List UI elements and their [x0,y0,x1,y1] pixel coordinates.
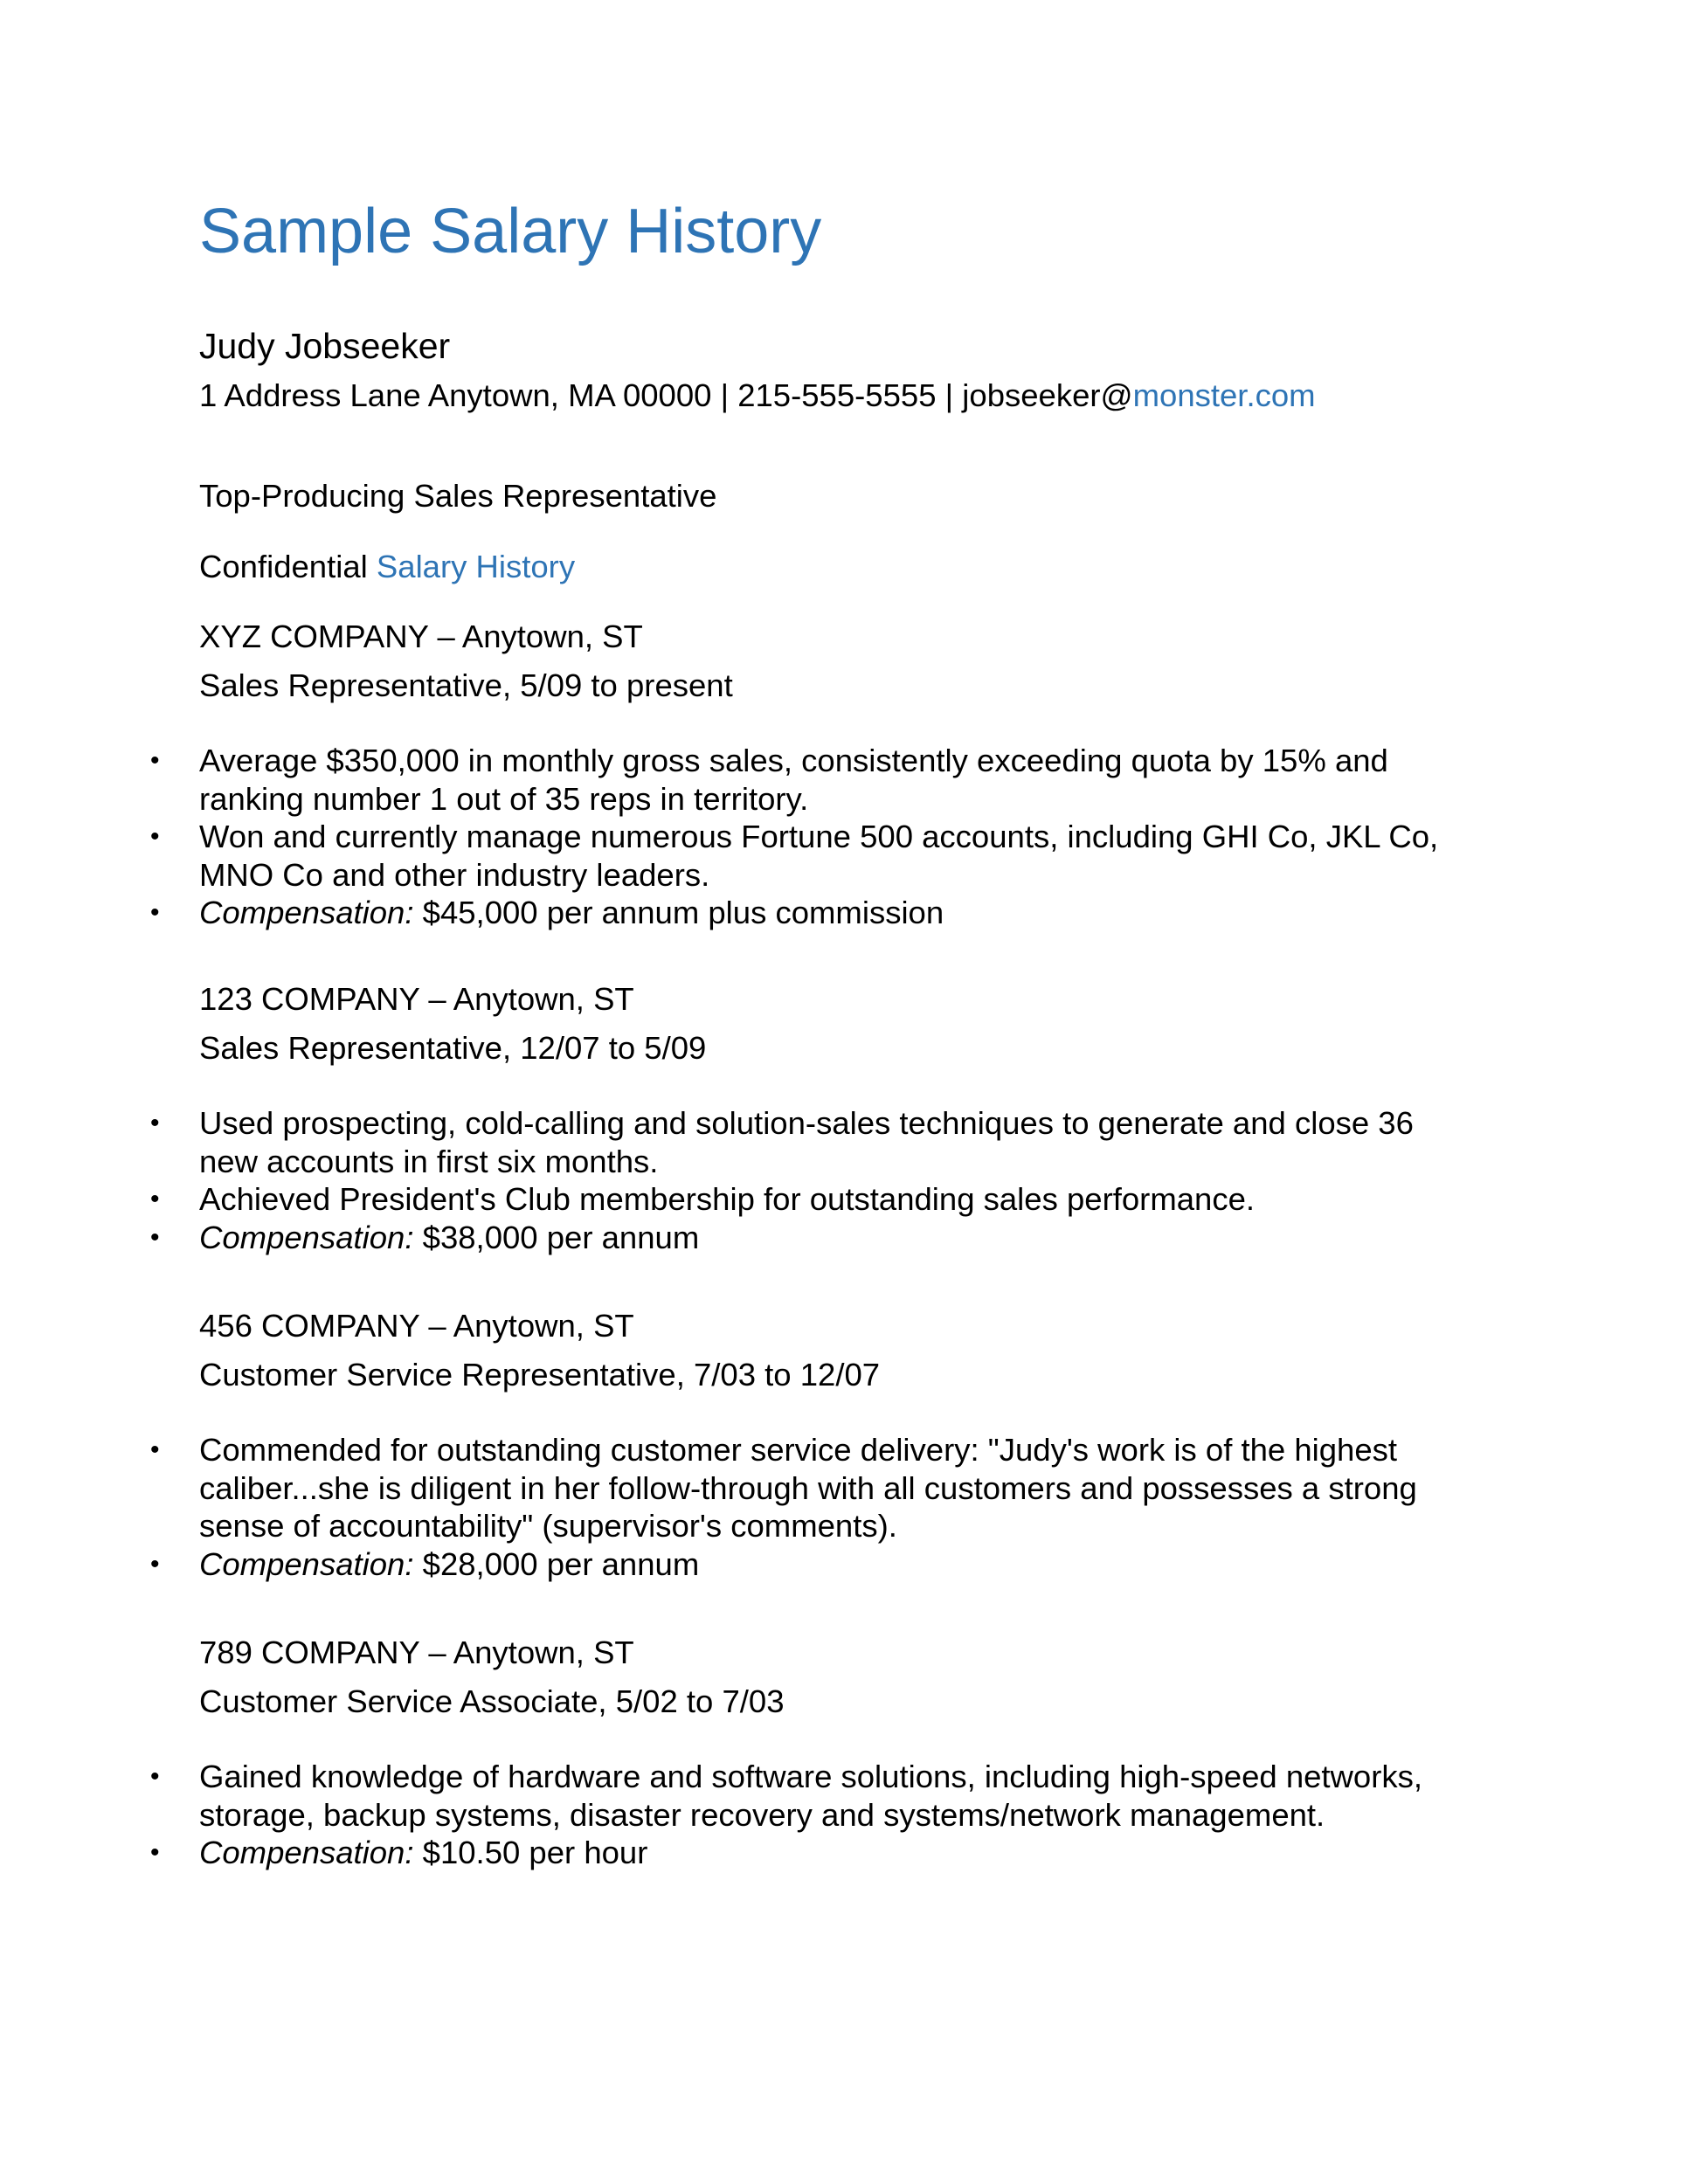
job-company: XYZ COMPANY – Anytown, ST [199,619,643,654]
applicant-name: Judy Jobseeker [199,326,451,366]
list-item [150,818,1457,894]
page-title: Sample Salary History [199,197,822,266]
job-role: Customer Service Representative, 7/03 to 12/07 [199,1357,881,1393]
job-company: 789 COMPANY – Anytown, ST [199,1635,634,1670]
bullet-text: Used prospecting, cold-calling and solution-sales techniques to generate and close 36 new accounts in first six months. [199,1105,1414,1179]
job-role: Sales Representative, 5/09 to present [199,667,733,703]
bullet-text: Won and currently manage numerous Fortune 500 accounts, including GHI Co, JKL Co, MNO Co and other industry leaders. [199,819,1439,893]
list-item [150,1545,1457,1584]
bullet-text: Commended for outstanding customer service delivery: "Judy's work is of the highest caliber...she is diligent in her follow-through with all customers and possesses a strong sense of accountability" (supervisor's comments). [199,1432,1417,1544]
address-phone: 1 Address Lane Anytown, MA 00000 | 215-555-5555 | [199,377,963,413]
bullet-icon: • [150,1222,160,1252]
list-item [150,1834,1457,1872]
list-item [150,1104,1457,1180]
bullet-text: Average $350,000 in monthly gross sales, consistently exceeding quota by 15% and ranking number 1 out of 35 reps in territory. [199,743,1388,817]
compensation-value: $28,000 per annum [413,1545,700,1582]
job-company: 456 COMPANY – Anytown, ST [199,1308,634,1344]
email-user: jobseeker@ [962,377,1133,413]
list-item [150,1758,1457,1834]
compensation-label: Compensation: [199,1835,414,1870]
bullet-icon: • [150,1109,160,1137]
bullet-icon: • [150,1762,160,1791]
job-bullets [0,1431,1688,1583]
job-bullets [0,1104,1688,1256]
bullet-icon: • [150,1549,160,1579]
bullet-text: Achieved President's Club membership for outstanding sales performance. [199,1181,1256,1217]
compensation-value: $10.50 per hour [413,1835,648,1870]
compensation-value: $45,000 per annum plus commission [413,895,944,930]
list-item [150,742,1457,818]
list-item [150,1219,1457,1257]
bullet-icon: • [150,1435,160,1464]
bullet-icon: • [150,822,160,851]
headline: Top-Producing Sales Representative [199,478,717,514]
email-domain-link[interactable]: monster.com [1132,377,1316,413]
salary-history-link[interactable]: Salary History [376,549,576,584]
list-item [150,894,1457,932]
job-bullets [0,1758,1688,1872]
bullet-icon: • [150,1838,160,1867]
list-item [150,1180,1457,1219]
bullet-icon: • [150,1185,160,1213]
compensation-label: Compensation: [199,1545,414,1582]
compensation-label: Compensation: [199,1219,414,1255]
confidential-prefix: Confidential [199,549,377,584]
bullet-text: Gained knowledge of hardware and software solutions, including high-speed networks, storage, backup systems, disaster recovery and systems/network management. [199,1759,1423,1833]
job-role: Sales Representative, 12/07 to 5/09 [199,1030,707,1066]
bullet-icon: • [150,898,160,927]
compensation-value: $38,000 per annum [413,1219,700,1255]
job-bullets [0,742,1688,932]
bullet-icon: • [150,746,160,775]
compensation-label: Compensation: [199,895,414,930]
confidential-line [199,547,575,587]
contact-line [199,376,1316,416]
list-item [150,1431,1457,1545]
job-role: Customer Service Associate, 5/02 to 7/03 [199,1683,785,1719]
job-company: 123 COMPANY – Anytown, ST [199,981,634,1017]
